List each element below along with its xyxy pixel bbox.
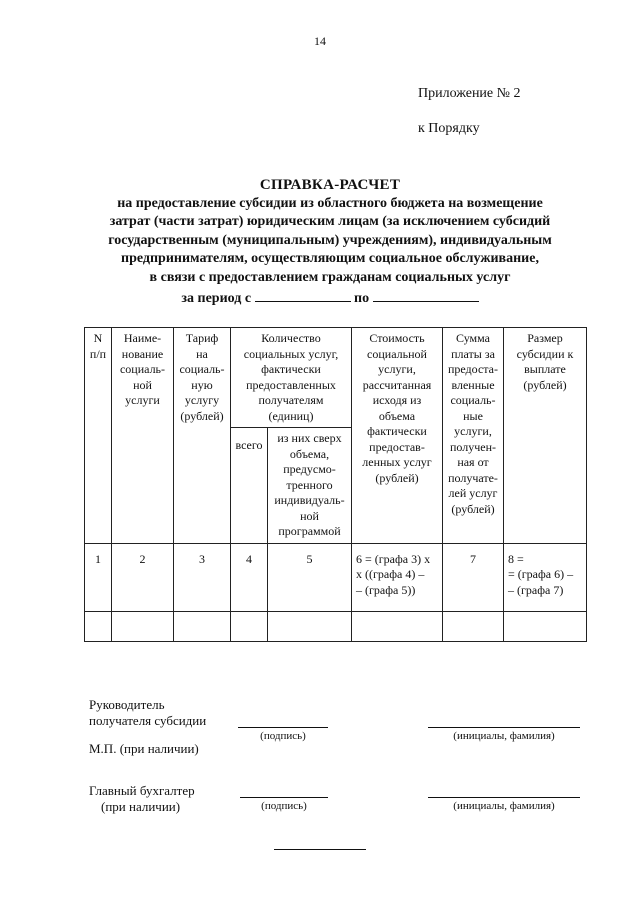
column-number-3: 3 [174, 543, 231, 611]
column-number-6: 6 = (графа 3) x x ((графа 4) – – (графа 5)) [352, 543, 443, 611]
column-number-2: 2 [112, 543, 174, 611]
column-number-8: 8 = = (графа 6) – – (графа 7) [504, 543, 587, 611]
accountant-initials-field[interactable] [428, 797, 580, 798]
cell-cost[interactable] [352, 611, 443, 641]
title-line-4: предпринимателям, осуществляющим социальное обслуживание, [121, 251, 539, 266]
cell-num[interactable] [85, 611, 112, 641]
header-num: N п/п [85, 328, 112, 544]
page-number: 14 [314, 34, 326, 48]
column-number-7: 7 [443, 543, 504, 611]
calculation-table [84, 327, 587, 642]
header-quantity-total: всего [231, 428, 268, 544]
table-header-row [85, 328, 587, 428]
title-period [60, 287, 600, 309]
head-initials-field[interactable] [428, 727, 580, 728]
appendix-number: Приложение № 2 [418, 86, 521, 101]
accountant-label-line1: Главный бухгалтер [89, 783, 195, 798]
document-title [60, 176, 600, 309]
head-initials-caption: (инициалы, фамилия) [453, 730, 555, 742]
accountant-signature-caption: (подпись) [261, 800, 307, 812]
title-line-1: на предоставление субсидии из областного бюджета на возмещение [117, 195, 543, 211]
accountant-signature-field[interactable] [240, 797, 328, 798]
header-quantity-extra: из них сверх объема, предусмо- тренного индивидуаль- ной программой [268, 428, 352, 544]
title-line-3: государственным (муниципальным) учреждениям), индивидуальным [108, 232, 552, 248]
head-label-line1: Руководитель [89, 697, 165, 712]
appendix-reference: к Порядку [418, 121, 480, 136]
head-signature-field[interactable] [238, 727, 328, 728]
period-end-field[interactable] [373, 287, 479, 302]
accountant-label-line2: (при наличии) [101, 799, 181, 814]
cell-quantity-extra[interactable] [268, 611, 352, 641]
header-cost: Стоимость социальной услуги, рассчитанная исходя из объема фактически предостав- ленных услуг (рублей) [352, 328, 443, 544]
column-number-5: 5 [268, 543, 352, 611]
cell-subsidy[interactable] [504, 611, 587, 641]
head-signature-caption: (подпись) [260, 730, 306, 742]
table-row [85, 611, 587, 641]
header-service-name: Наиме- нование социаль- ной услуги [112, 328, 174, 544]
period-start-field[interactable] [255, 287, 351, 302]
cell-tariff[interactable] [174, 611, 231, 641]
title-line-5: в связи с предоставлением гражданам социальных услуг [149, 269, 511, 285]
closing-divider [274, 849, 366, 850]
header-payment: Сумма платы за предоста- вленные социаль- ные услуги, получен- ная от получате- лей услуг (рублей) [443, 328, 504, 544]
period-prefix: за период с [181, 291, 252, 306]
cell-payment[interactable] [443, 611, 504, 641]
cell-quantity-total[interactable] [231, 611, 268, 641]
column-number-1: 1 [85, 543, 112, 611]
title-main: СПРАВКА-РАСЧЕТ [259, 177, 401, 193]
accountant-initials-caption: (инициалы, фамилия) [453, 800, 555, 812]
header-subsidy: Размер субсидии к выплате (рублей) [504, 328, 587, 544]
period-mid: по [354, 291, 370, 306]
table-numbering-row [85, 543, 587, 611]
stamp-label: М.П. (при наличии) [89, 741, 199, 756]
head-label-line2: получателя субсидии [89, 713, 207, 728]
header-tariff: Тариф на социаль- ную услугу (рублей) [174, 328, 231, 544]
column-number-4: 4 [231, 543, 268, 611]
title-line-2: затрат (части затрат) юридическим лицам (за исключением субсидий [109, 214, 551, 229]
cell-service-name[interactable] [112, 611, 174, 641]
header-quantity: Количество социальных услуг, фактически предоставленных получателям (единиц) [231, 328, 352, 428]
